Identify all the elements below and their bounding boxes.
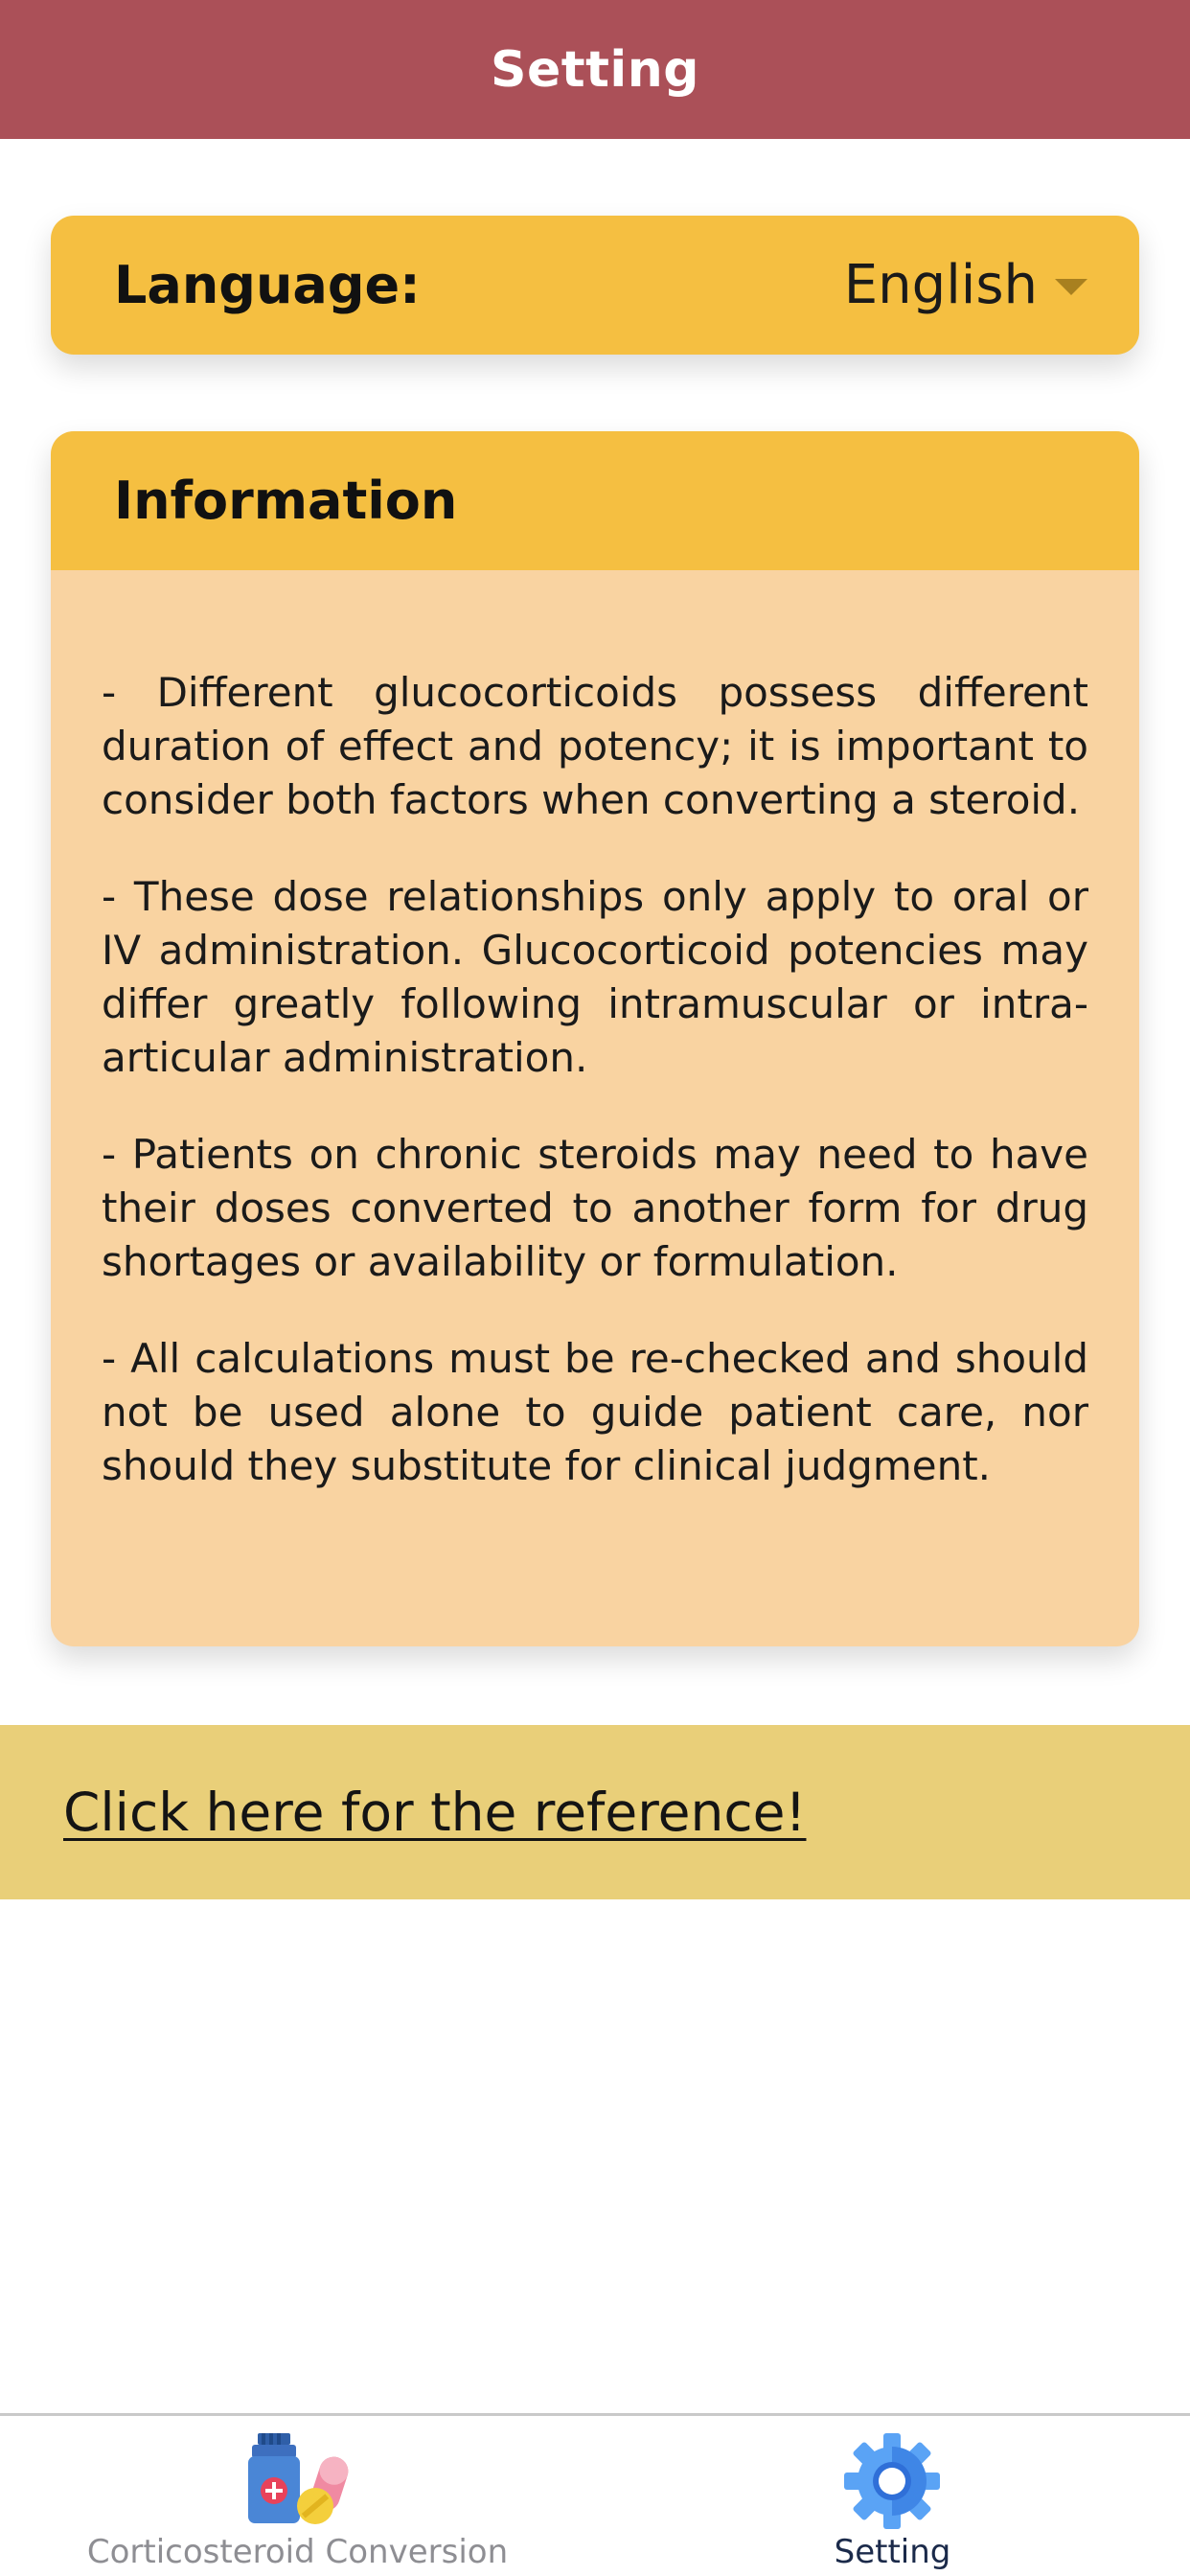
tab-label: Setting: [834, 2533, 951, 2571]
language-dropdown[interactable]: [844, 254, 1087, 316]
caret-down-icon: [1055, 279, 1087, 295]
information-title: Information: [114, 471, 458, 531]
information-header: [51, 431, 1139, 570]
reference-section: [0, 1725, 1190, 1899]
language-selected-value: English: [843, 254, 1038, 316]
tab-label: Corticosteroid Conversion: [86, 2533, 509, 2571]
nav-header: [0, 0, 1190, 139]
page-title: Setting: [491, 40, 699, 99]
language-label: Language:: [114, 255, 421, 315]
information-body: [51, 570, 1139, 1493]
tab-corticosteroid-conversion[interactable]: [0, 2416, 595, 2576]
language-setting-card: [51, 216, 1139, 355]
reference-link[interactable]: Click here for the reference!: [63, 1782, 807, 1843]
information-paragraph: - Different glucocorticoids possess different duration of effect and potency; it is important to consider both factors when converting a steroid.: [102, 669, 1088, 823]
tab-setting[interactable]: [595, 2416, 1190, 2576]
information-paragraph: - Patients on chronic steroids may need to have their doses converted to another form for drug shortages or availability or formulation.: [102, 1131, 1088, 1285]
information-card: [51, 431, 1139, 1646]
gear-icon: [842, 2431, 942, 2531]
information-paragraph: - These dose relationships only apply to oral or IV administration. Glucocorticoid potencies may differ greatly following intramuscular or intra-articular administration.: [102, 873, 1088, 1081]
information-paragraph: - All calculations must be re-checked and should not be used alone to guide patient care, nor should they substitute for clinical judgment.: [102, 1335, 1088, 1489]
tab-bar: [0, 2413, 1190, 2576]
medicine-bottle-icon: [246, 2431, 350, 2527]
